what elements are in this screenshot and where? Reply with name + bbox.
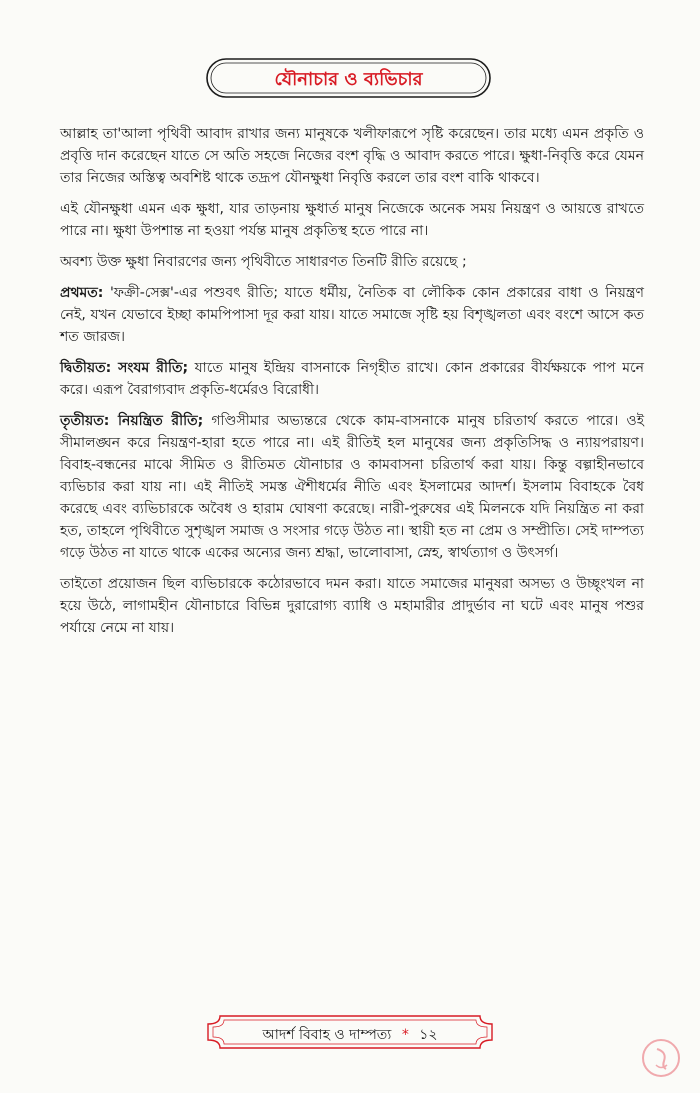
paragraph-intro: আল্লাহ তা'আলা পৃথিবী আবাদ রাখার জন্য মানুষকে খলীফারূপে সৃষ্টি করেছেন। তার মধ্যে এমন প্রকৃতি ও প্রবৃত্তি দান করেছেন যাতে সে অতি সহজে নিজের বংশ বৃদ্ধি ও আবাদ করতে পারে। ক্ষুধা-নিবৃত্তি করে যেমন তার নিজের অস্তিত্ব অবশিষ্ট থাকে তদ্রূপ যৌনক্ষুধা নিবৃত্তি করলে তার বংশ বাকি থাকবে। — [60, 126, 644, 186]
paragraph-hunger: এই যৌনক্ষুধা এমন এক ক্ষুধা, যার তাড়নায় ক্ষুধার্ত মানুষ নিজেকে অনেক সময় নিয়ন্ত্রণ ও আয়ত্তে রাখতে পারে না। ক্ষুধা উপশান্ত না হওয়া পর্যন্ত মানুষ প্রকৃতিস্থ হতে পারে না। — [60, 201, 644, 239]
publisher-seal-icon — [640, 1037, 682, 1079]
page-title: যৌনাচার ও ব্যভিচার — [274, 69, 423, 90]
article-body — [60, 123, 644, 648]
paragraph-third-method: তৃতীয়ত: নিয়ন্ত্রিত রীতি; গণ্ডিসীমার অভ্যন্তরে থেকে কাম-বাসনাকে মানুষ চরিতার্থ করতে পারে। ওই সীমালঙ্ঘন করে নিয়ন্ত্রণ-হারা হতে পারে না। এই রীতিই হল মানুষের জন্য প্রকৃতিসিদ্ধ ও ন্যায়পরায়ণ। বিবাহ-বন্ধনের মাঝে সীমিত ও রীতিমত যৌনাচার ও কামবাসনা চরিতার্থ করা যায়। কিন্তু বল্গাহীনভাবে ব্যভিচার করা যায় না। এই নীতিই সমস্ত ঐশীধর্মের নীতি এবং ইসলামের আদর্শ। ইসলাম বিবাহকে বৈধ করেছে এবং ব্যভিচারকে অবৈধ ও হারাম ঘোষণা করেছে। নারী-পুরুষের এই মিলনকে যদি নিয়ন্ত্রিত না করা হত, তাহলে পৃথিবীতে সুশৃঙ্খল সমাজ ও সংসার গড়ে উঠত না। স্থায়ী হত না প্রেম ও সম্প্রীতি। সেই দাম্পত্য গড়ে উঠত না যাতে থাকে একের অন্যের জন্য শ্রদ্ধা, ভালোবাসা, স্নেহ, স্বার্থত্যাগ ও উৎসর্গ। — [60, 413, 644, 561]
third-method-label: তৃতীয়ত: নিয়ন্ত্রিত রীতি; — [60, 413, 204, 429]
book-title: আদর্শ বিবাহ ও দাম্পত্য — [262, 1027, 392, 1043]
paragraph-three-methods: অবশ্য উক্ত ক্ষুধা নিবারণের জন্য পৃথিবীতে সাধারণত তিনটি রীতি রয়েছে ; — [60, 254, 467, 270]
second-method-label: দ্বিতীয়ত: সংযম রীতি; — [60, 360, 189, 376]
paragraph-first-method: প্রথমত: 'ফক্রী-সেক্স'-এর পশুবৎ রীতি; যাতে ধর্মীয়, নৈতিক বা লৌকিক কোন প্রকারের বাধা ও নিয়ন্ত্রণ নেই, যখন যেভাবে ইচ্ছা কামপিপাসা দূর করা যায়। যাতে সমাজে সৃষ্টি হয় বিশৃঙ্খলতা এবং বংশে আসে কত শত জারজ। — [60, 285, 644, 345]
title-frame — [205, 57, 492, 99]
paragraph-conclusion: তাইতো প্রয়োজন ছিল ব্যভিচারকে কঠোরভাবে দমন করা। যাতে সমাজের মানুষরা অসভ্য ও উচ্ছৃংখল না হয়ে উঠে, লাগামহীন যৌনাচারে বিভিন্ন দুরারোগ্য ব্যাধি ও মহামারীর প্রাদুর্ভাব না ঘটে এবং মানুষ পশুর পর্যায়ে নেমে না যায়। — [60, 576, 644, 636]
first-method-label: প্রথমত: — [60, 285, 104, 301]
footer-separator: * — [401, 1027, 409, 1043]
page-footer — [204, 1012, 496, 1052]
page-number: ১২ — [419, 1027, 438, 1043]
paragraph-second-method: দ্বিতীয়ত: সংযম রীতি; যাতে মানুষ ইন্দ্রিয় বাসনাকে নিগৃহীত রাখে। কোন প্রকারের বীর্যক্ষয়কে পাপ মনে করে। এরূপ বৈরাগ্যবাদ প্রকৃতি-ধর্মেরও বিরোধী। — [60, 360, 644, 398]
